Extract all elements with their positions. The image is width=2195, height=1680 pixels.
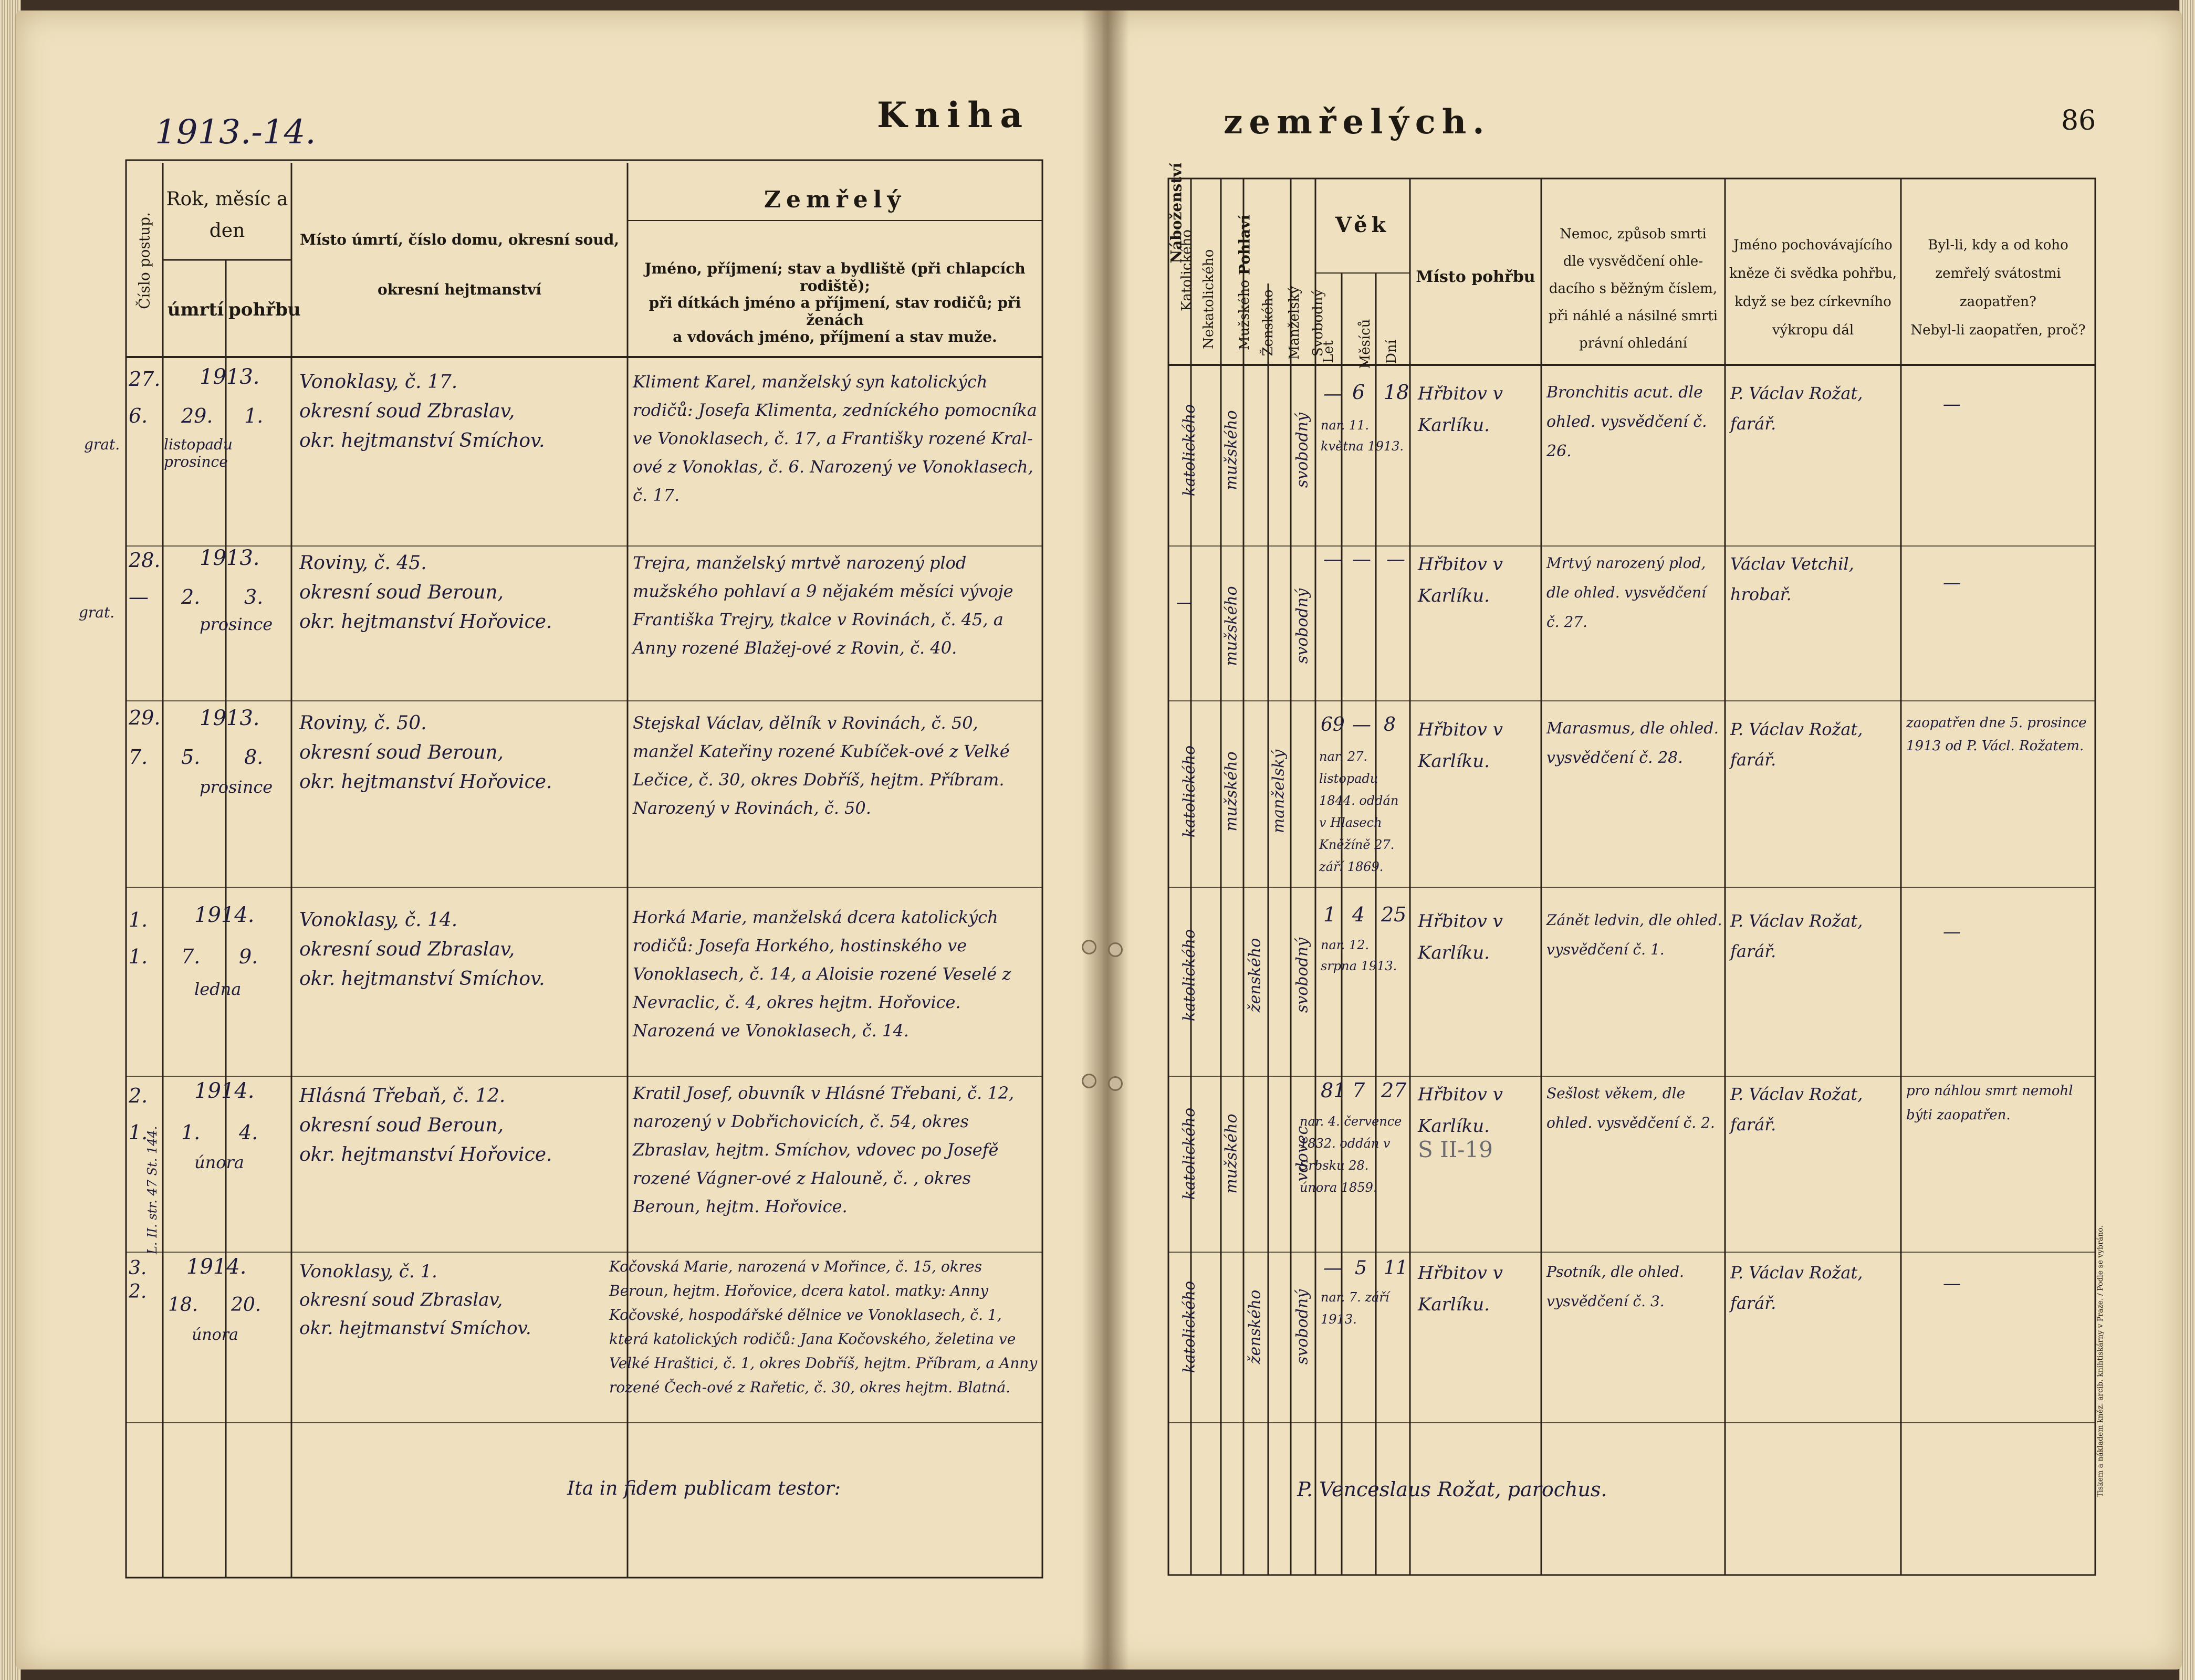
header-let: Let [1321, 340, 1336, 363]
place-line: Vonoklasy, č. 1. [299, 1261, 437, 1282]
entry-death-day: 7. [181, 945, 201, 968]
entry-burial-day: 4. [239, 1121, 258, 1144]
entry-place [299, 709, 552, 797]
entry-death-day: 29. [181, 404, 213, 427]
entry-num2: 6. [129, 404, 148, 427]
printer-imprint: Tiskem a nákladem kněz. arcib. knihtiskárny v Praze. / Podle se vybráno. [2096, 1225, 2105, 1497]
entry-burial-day: 3. [244, 585, 264, 608]
entry-month: února [194, 1152, 244, 1172]
binding-stitch [1082, 940, 1096, 954]
entry-sex: ženského [1246, 938, 1264, 1013]
header-jmeno-kneze-3: když se bez církevního [1734, 294, 1891, 310]
entry-deceased: Stejskal Václav, dělník v Rovinách, č. 50, manžel Kateřiny rozené Kubíček-ové z Velké Lečice, č. 30, okres Dobříš, hejtm. Příbram. Narozený v Rovinách, č. 50. [633, 713, 1010, 818]
entry-num: 3. [129, 1257, 147, 1279]
binding-stitch [1082, 1074, 1096, 1088]
entry-burial-place: Hřbitov v Karlíku. [1418, 1263, 1503, 1315]
entry-age-mesicu: — [1352, 549, 1371, 570]
entry-age-let: 81 [1321, 1079, 1346, 1102]
entry-num2: — [129, 585, 149, 608]
entry-born: nar. 4. července 1832. oddán v Srbsku 28. února 1859. [1300, 1114, 1402, 1195]
entry-sacraments: zaopatřen dne 5. prosince 1913 od P. Václ. Rožatem. [1906, 715, 2087, 754]
year-range: 1913.-14. [155, 113, 316, 152]
entry-place [299, 906, 545, 994]
binding-stitch [1108, 1076, 1123, 1091]
stamp-note: S II-19 [1418, 1137, 1493, 1162]
entry-disease: Bronchitis acut. dle ohled. vysvědčení č. 26. [1546, 383, 1707, 460]
entry-born: nar. 12. srpna 1913. [1321, 938, 1397, 973]
binding-stitch [1108, 942, 1123, 957]
header-dni: Dní [1384, 340, 1399, 364]
entry-religion: — [1176, 593, 1192, 612]
entry-margin: grat. [84, 436, 120, 453]
header-nekatolicke: Nekatolického [1201, 249, 1217, 349]
entry-sex: ženského [1246, 1289, 1264, 1364]
entry-born: nar. 7. září 1913. [1321, 1290, 1389, 1327]
header-pohlavi: Pohlaví [1236, 214, 1253, 276]
header-zenske: Ženského [1260, 289, 1276, 356]
entry-num2: 1. [129, 1121, 148, 1144]
header-cislo: Číslo postup. [135, 212, 153, 309]
header-misto-pohrbu: Místo pohřbu [1416, 268, 1535, 286]
entry-status: vdovec [1293, 1126, 1312, 1182]
place-line: Vonoklasy, č. 14. [299, 909, 458, 931]
entry-burial-place: Hřbitov v Karlíku. [1418, 554, 1503, 606]
header-nemoc-5: právní ohledání [1579, 335, 1687, 351]
place-line: okresní soud Beroun, [299, 742, 504, 763]
entry-age-mesicu: 7 [1352, 1079, 1365, 1102]
entry-age-dni: 11 [1384, 1257, 1408, 1279]
entry-sacraments: — [1943, 921, 1961, 942]
entry-priest: P. Václav Rožat, farář. [1730, 1084, 1863, 1135]
place-line: Vonoklasy, č. 17. [299, 371, 458, 393]
entry-death-day: 5. [181, 746, 201, 769]
entry-num2: 7. [129, 746, 148, 769]
footer-signature: P. Venceslaus Rožat, parochus. [1297, 1478, 1607, 1501]
place-line: Hlásná Třebaň, č. 12. [299, 1085, 506, 1107]
header-svatosti [1904, 231, 2093, 344]
entry-deceased: Kliment Karel, manželský syn katolických rodičů: Josefa Klimenta, zedníckého pomocníka ve Vonoklasech, č. 17, a Františky rozené Kral-ové z Vonoklas, č. 6. Narozený ve Vonoklasech, č. 17. [633, 372, 1037, 505]
place-line: okr. hejtmanství Smíchov. [299, 1318, 531, 1339]
header-mesicu: Měsíců [1357, 319, 1373, 369]
header-nemoc-1: Nemoc, způsob smrti [1560, 226, 1707, 242]
place-line: okresní soud Beroun, [299, 1115, 504, 1136]
entry-disease: Marasmus, dle ohled. vysvědčení č. 28. [1546, 719, 1719, 767]
entry-sacraments: — [1943, 394, 1961, 415]
entry-status: manželský [1269, 749, 1288, 834]
entry-disease: Mrtvý narozený plod, dle ohled. vysvědčení č. 27. [1546, 554, 1707, 631]
header-svatosti-3: zaopatřen? [1960, 294, 2036, 310]
place-line: okr. hejtmanství Hořovice. [299, 1144, 552, 1166]
entry-year: 1913. [200, 546, 260, 570]
entry-burial-day: 9. [239, 945, 258, 968]
place-line: okresní soud Zbraslav, [299, 401, 515, 422]
entry-num: 28. [129, 549, 161, 572]
entry-year: 1914. [194, 1079, 255, 1103]
entry-burial-place: Hřbitov v Karlíku. [1418, 383, 1503, 436]
entry-deceased: Horká Marie, manželská dcera katolických rodičů: Josefa Horkého, hostinského ve Vonoklasech, č. 14, a Aloisie rozené Veselé z Nevraclic, č. 4, okres hejtm. Hořovice. Narozená ve Vonoklasech, č. 14. [633, 907, 1011, 1041]
entry-burial-day: 20. [231, 1294, 262, 1316]
entry-month: prosince [200, 777, 273, 797]
entry-burial-place: Hřbitov v Karlíku. [1418, 719, 1503, 772]
entry-burial-place: Hřbitov v Karlíku. [1418, 1084, 1503, 1137]
entry-sacraments: — [1943, 1273, 1961, 1294]
title-left: Kniha [877, 94, 1030, 135]
entry-age-dni: 27 [1381, 1079, 1407, 1102]
entry-place [299, 1082, 552, 1170]
entry-year: 1913. [200, 706, 260, 730]
entry-priest: P. Václav Rožat, farář. [1730, 383, 1863, 434]
entry-age-dni: 18 [1384, 381, 1409, 404]
entry-age-let: 1 [1323, 903, 1336, 926]
entry-sacraments: — [1943, 572, 1961, 593]
entry-age-mesicu: — [1352, 714, 1371, 736]
header-vek: Věk [1335, 213, 1391, 237]
header-misto-umrti: Místo úmrtí, číslo domu, okresní soud, [299, 231, 620, 248]
entry-deceased: Kočovská Marie, narozená v Mořince, č. 15, okres Beroun, hejtm. Hořovice, dcera katol. matky: Anny Kočovské, hospodářské dělnice ve Vonoklasech, č. 1, která katolických rodičů: Jana Kočovského, želetina ve Velké Hraštici, č. 1, okres Dobříš, hejtm. Příbram, a Anny rozené Čech-ové z Rařetic, č. 30, okres hejtm. Blatná. [609, 1258, 1038, 1396]
header-svobodny: Svobodný [1310, 289, 1326, 357]
entry-age-let: — [1323, 1257, 1342, 1279]
place-line: okresní soud Beroun, [299, 582, 504, 603]
entry-age-let: — [1323, 549, 1342, 570]
header-jmeno-kneze-4: výkropu dál [1772, 322, 1854, 338]
entry-age-dni: 25 [1381, 903, 1407, 926]
header-svatosti-2: zemřelý svátostmi [1935, 266, 2061, 281]
entry-religion: katolického [1180, 929, 1199, 1022]
entry-year: 1913. [200, 365, 260, 389]
entry-born: nar. 11. května 1913. [1321, 418, 1404, 454]
entry-age-mesicu: 4 [1352, 903, 1365, 926]
entry-burial-place: Hřbitov v Karlíku. [1418, 911, 1503, 963]
entry-religion: katolického [1180, 1107, 1199, 1200]
entry-religion: katolického [1180, 745, 1199, 838]
entry-status: svobodný [1293, 588, 1312, 664]
entry-status: svobodný [1293, 412, 1312, 488]
header-okresni-hejtmanstvi: okresní hejtmanství [377, 281, 542, 298]
entry-year: 1914. [194, 903, 255, 927]
entry-num: 29. [129, 706, 161, 729]
entry-age-mesicu: 5 [1355, 1257, 1367, 1279]
place-line: Roviny, č. 45. [299, 552, 427, 574]
entry-num: 27. [129, 368, 161, 391]
header-svatosti-1: Byl-li, kdy a od koho [1928, 237, 2068, 253]
entry-age-mesicu: 6 [1352, 381, 1365, 404]
entry-month: listopadu prosince [164, 436, 233, 470]
entry-month: ledna [194, 979, 242, 999]
entry-death-day: 1. [181, 1121, 201, 1144]
entry-sacraments: pro náhlou smrt nemohl býti zaopatřen. [1906, 1083, 2073, 1123]
place-line: okresní soud Zbraslav, [299, 1289, 503, 1310]
entry-death-day: 18. [168, 1294, 198, 1316]
entry-status: svobodný [1293, 937, 1312, 1013]
header-jmeno-kneze-2: kněze či svědka pohřbu, [1729, 266, 1897, 281]
entry-age-let: 69 [1321, 714, 1345, 736]
header-zemrely-desc-1: Jméno, příjmení; stav a bydliště (při chlapcích rodiště); [644, 260, 1026, 295]
header-zemrely-desc-2: při dítkách jméno a příjmení, stav rodičů; při ženách [649, 294, 1021, 329]
place-line: Roviny, č. 50. [299, 712, 427, 734]
place-line: okr. hejtmanství Smíchov. [299, 968, 545, 990]
header-manzelsky: Manželský [1287, 286, 1302, 360]
header-nemoc-3: dacího s běžným číslem, [1549, 281, 1718, 297]
entry-sex: mužského [1222, 410, 1241, 490]
entry-disease: Sešlost věkem, dle ohled. vysvědčení č. 2. [1546, 1085, 1715, 1131]
entry-priest: P. Václav Rožat, farář. [1730, 911, 1863, 961]
place-line: okr. hejtmanství Hořovice. [299, 611, 552, 633]
header-pohrbu: pohřbu [228, 299, 301, 320]
entry-deceased: Kratil Josef, obuvník v Hlásné Třebani, č. 12, narozený v Dobřichovicích, č. 54, okres Zbraslav, hejtm. Smíchov, vdovec po Josefě rozené Vágner-ové z Halouně, č. , okres Beroun, hejtm. Hořovice. [633, 1083, 1015, 1216]
entry-sex: mužského [1222, 1114, 1241, 1194]
entry-place [299, 368, 545, 456]
header-zemrely-desc-3: a vdovách jméno, příjmení a stav muže. [673, 328, 997, 345]
entry-burial-day: 1. [244, 404, 264, 427]
left-margin-note: L. II. str. 47 St. 144. [145, 1126, 160, 1254]
header-nabozenstvi: Náboženství [1167, 162, 1185, 264]
entry-month: prosince [200, 614, 273, 634]
header-nemoc [1544, 220, 1722, 357]
entry-religion: katolického [1180, 404, 1199, 497]
entry-death-day: 2. [181, 585, 201, 608]
header-rok: Rok, měsíc a den [166, 188, 288, 242]
entry-age-dni: — [1386, 549, 1405, 570]
entry-priest: P. Václav Rožat, farář. [1730, 1263, 1863, 1313]
place-line: okr. hejtmanství Smíchov. [299, 430, 545, 452]
entry-num: 2. [129, 1084, 148, 1107]
header-nemoc-2: dle vysvědčení ohle- [1563, 254, 1703, 269]
entry-burial-day: 8. [244, 746, 264, 769]
header-jmeno-kneze [1728, 231, 1898, 344]
entry-month: února [192, 1326, 238, 1344]
entry-religion: katolického [1180, 1280, 1199, 1373]
page-number: 86 [2061, 105, 2096, 136]
header-nemoc-4: při náhlé a násilné smrti [1548, 308, 1718, 324]
entry-year: 1914. [186, 1255, 247, 1279]
entry-disease: Zánět ledvin, dle ohled. vysvědčení č. 1. [1546, 911, 1722, 958]
entry-status: svobodný [1293, 1289, 1312, 1365]
title-right: zemřelých. [1224, 102, 1491, 142]
entry-place [299, 1257, 531, 1342]
place-line: okresní soud Zbraslav, [299, 939, 515, 960]
entry-age-dni: 8 [1384, 714, 1396, 736]
entry-num: 1. [129, 908, 148, 931]
place-line: okr. hejtmanství Hořovice. [299, 771, 552, 793]
header-jmeno-kneze-1: Jméno pochovávajícího [1733, 237, 1893, 253]
entry-sex: mužského [1222, 586, 1241, 666]
entry-margin: grat. [79, 604, 115, 621]
entry-sex: mužského [1222, 751, 1241, 832]
entry-age-let: — [1323, 383, 1342, 405]
entry-num2: 1. [129, 945, 148, 968]
header-katolicke: Katolického [1179, 229, 1195, 311]
header-muzske: Mužského [1237, 280, 1252, 350]
header-zemrely: Zemřelý [764, 186, 906, 213]
footer-attestation: Ita in fidem publicam testor: [567, 1478, 841, 1499]
entry-deceased: Trejra, manželský mrtvě narozený plod mužského pohlaví a 9 nějakém měsíci vývoje Františka Trejry, tkalce v Rovinách, č. 45, a Anny rozené Blažej-ové z Rovin, č. 40. [633, 553, 1013, 658]
entry-place [299, 549, 552, 637]
header-svatosti-4: Nebyl-li zaopatřen, proč? [1910, 322, 2086, 338]
header-umrti: úmrtí [167, 299, 224, 320]
entry-disease: Psotník, dle ohled. vysvědčení č. 3. [1546, 1263, 1684, 1310]
entry-num2: 2. [129, 1281, 147, 1303]
entry-born: nar. 27. listopadu 1844. oddán v Hlasech Kněžíně 27. září 1869. [1319, 749, 1399, 874]
entry-priest: Václav Vetchil, hrobař. [1730, 554, 1854, 604]
entry-priest: P. Václav Rožat, farář. [1730, 719, 1863, 770]
